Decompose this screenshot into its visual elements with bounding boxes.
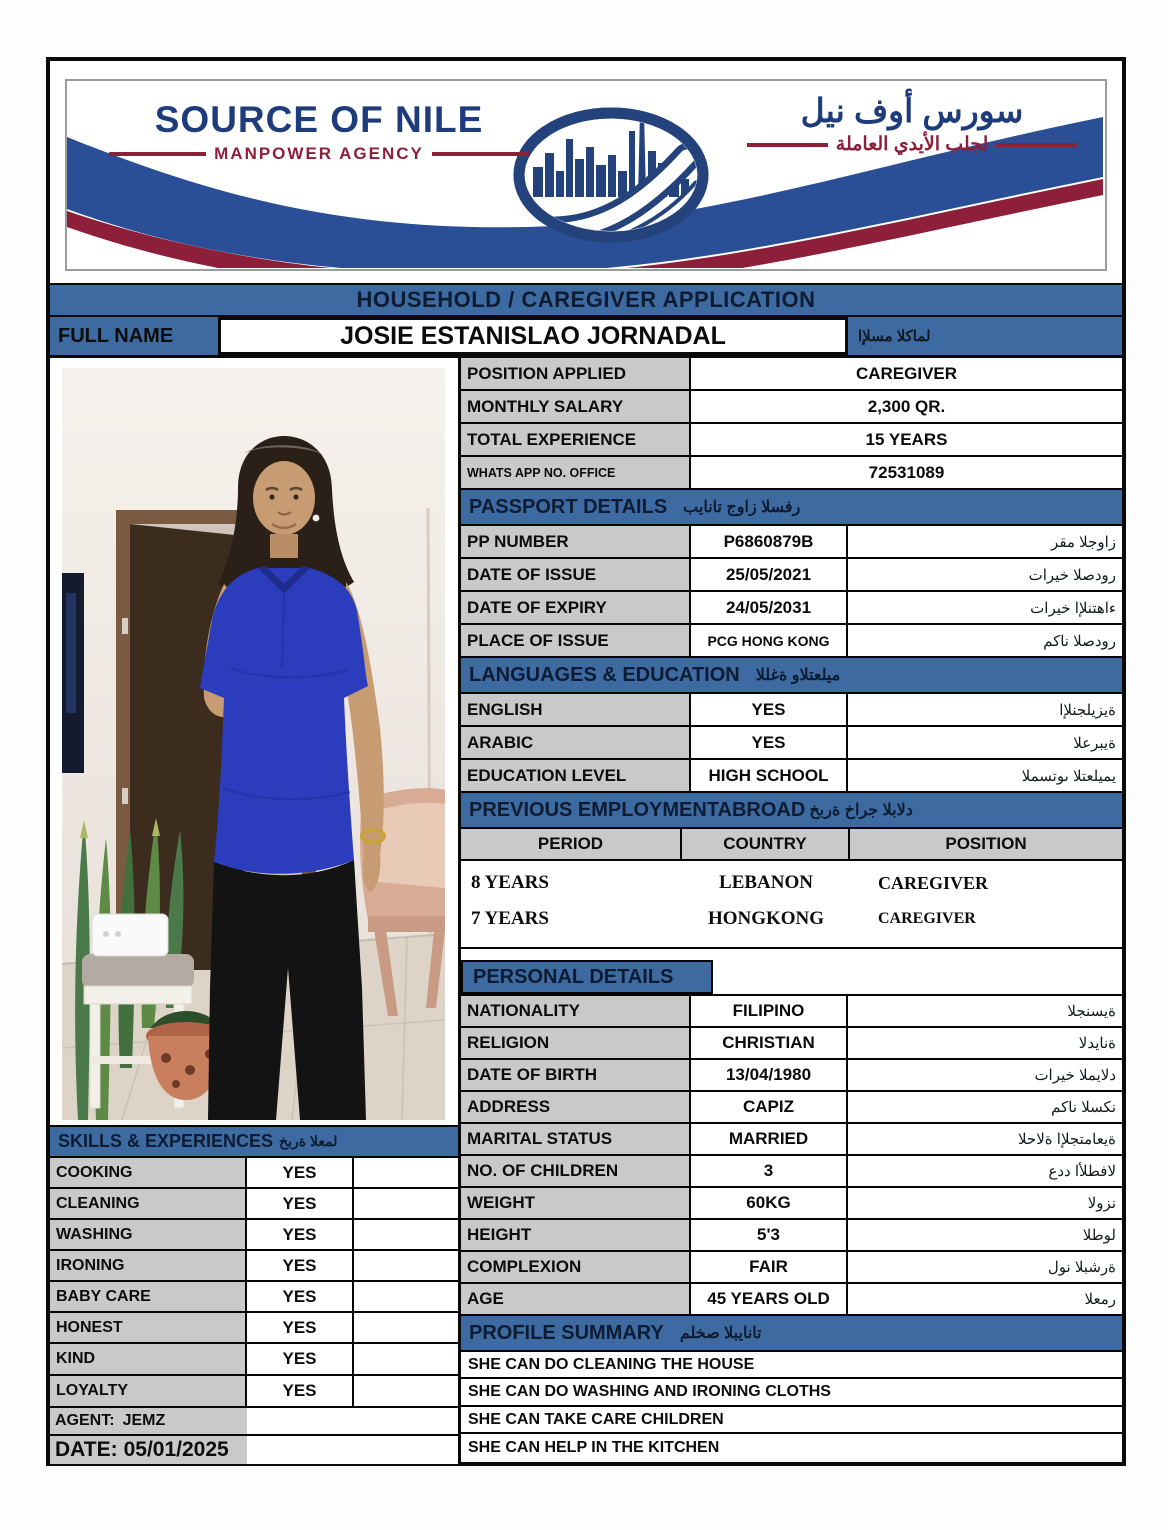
agent-row bbox=[50, 1408, 458, 1436]
honest-label: HONEST bbox=[50, 1313, 247, 1342]
brand-block-arabic bbox=[747, 91, 1077, 156]
table-row bbox=[461, 727, 1122, 760]
height-label: HEIGHT bbox=[461, 1220, 691, 1250]
education-level-label-arabic: يميلعتلا ىوتسملا bbox=[1021, 767, 1116, 785]
washing-value: YES bbox=[247, 1220, 354, 1249]
skill-row bbox=[50, 1313, 458, 1344]
employment-period: 7 YEARS bbox=[471, 908, 549, 929]
place-of-issue-label: PLACE OF ISSUE bbox=[461, 625, 691, 656]
kind-value: YES bbox=[247, 1344, 354, 1374]
nationality-label: NATIONALITY bbox=[461, 996, 691, 1026]
date-of-issue-value: 25/05/2021 bbox=[691, 559, 848, 590]
children-value: 3 bbox=[691, 1156, 848, 1186]
table-row bbox=[461, 1124, 1122, 1156]
table-row bbox=[461, 457, 1122, 490]
loyalty-value: YES bbox=[247, 1376, 354, 1406]
applicant-photo bbox=[62, 368, 445, 1120]
skill-row bbox=[50, 1189, 458, 1220]
religion-value: CHRISTIAN bbox=[691, 1028, 848, 1058]
summary-line: SHE CAN HELP IN THE KITCHEN bbox=[461, 1434, 1122, 1462]
summary-line: SHE CAN DO CLEANING THE HOUSE bbox=[461, 1352, 1122, 1379]
employment-position: CAREGIVER bbox=[878, 872, 989, 893]
empty-cell bbox=[247, 1436, 458, 1464]
empty-cell bbox=[354, 1313, 458, 1342]
agent-cell bbox=[50, 1408, 247, 1434]
tagline-ar-rule-left bbox=[747, 143, 828, 147]
children-label-arabic: لافطلأا ددع bbox=[1048, 1163, 1116, 1180]
honest-value: YES bbox=[247, 1313, 354, 1342]
date-of-birth-label-arabic: دلايملا خيرات bbox=[1034, 1067, 1116, 1084]
baby-care-label: BABY CARE bbox=[50, 1282, 247, 1311]
cooking-label: COOKING bbox=[50, 1158, 247, 1187]
application-form bbox=[46, 57, 1126, 1466]
table-row bbox=[461, 592, 1122, 625]
date-label: DATE: bbox=[55, 1438, 118, 1461]
marital-status-label: MARITAL STATUS bbox=[461, 1124, 691, 1154]
cooking-value: YES bbox=[247, 1158, 354, 1187]
full-name-label-arabic: لماكلا مسلإا bbox=[858, 328, 931, 345]
address-value: CAPIZ bbox=[691, 1092, 848, 1122]
arabic-label: ARABIC bbox=[461, 727, 691, 758]
full-name-value: JOSIE ESTANISLAO JORNADAL bbox=[218, 317, 848, 355]
place-of-issue-value: PCG HONG KONG bbox=[691, 625, 848, 656]
nationality-label-arabic: ةيسنجلا bbox=[1067, 1003, 1116, 1020]
marital-status-label-arabic: ةيعامتجلإا ةلاحلا bbox=[1017, 1131, 1116, 1148]
table-row bbox=[461, 694, 1122, 727]
table-row bbox=[461, 1252, 1122, 1284]
nationality-value: FILIPINO bbox=[691, 996, 848, 1026]
english-label-arabic: ةيزيلجنلإا bbox=[1059, 701, 1116, 719]
details-column bbox=[458, 358, 1122, 1462]
age-value: 45 YEARS OLD bbox=[691, 1284, 848, 1314]
monthly-salary-value: 2,300 QR. bbox=[867, 396, 946, 416]
age-label-arabic: رمعلا bbox=[1084, 1291, 1116, 1308]
education-level-label: EDUCATION LEVEL bbox=[461, 760, 691, 791]
employment-row bbox=[461, 865, 1122, 901]
skills-section-header: SKILLS & EXPERIENCES لمعلا ةربخ bbox=[50, 1125, 458, 1158]
pp-number-label: PP NUMBER bbox=[461, 526, 691, 557]
skill-row bbox=[50, 1251, 458, 1282]
table-row bbox=[461, 1284, 1122, 1316]
spacer bbox=[461, 949, 1122, 960]
english-value: YES bbox=[691, 694, 848, 725]
table-row bbox=[461, 391, 1122, 424]
date-of-birth-value: 13/04/1980 bbox=[691, 1060, 848, 1090]
agency-name-english: SOURCE OF NILE bbox=[154, 99, 484, 140]
employment-period: 8 YEARS bbox=[471, 872, 549, 893]
english-label: ENGLISH bbox=[461, 694, 691, 725]
height-value: 5'3 bbox=[691, 1220, 848, 1250]
skills-column bbox=[50, 1125, 458, 1462]
pp-number-label-arabic: زاوجلا مقر bbox=[1051, 533, 1116, 551]
employment-columns-header bbox=[461, 829, 1122, 861]
agent-label: AGENT: bbox=[55, 1412, 115, 1429]
baby-care-value: YES bbox=[247, 1282, 354, 1311]
date-row bbox=[50, 1436, 458, 1464]
table-row bbox=[461, 1220, 1122, 1252]
full-name-label: FULL NAME bbox=[58, 324, 174, 347]
monthly-salary-label: MONTHLY SALARY bbox=[461, 391, 691, 422]
date-of-expiry-label: DATE OF EXPIRY bbox=[461, 592, 691, 623]
employment-row bbox=[461, 901, 1122, 937]
marital-status-value: MARRIED bbox=[691, 1124, 848, 1154]
empty-cell bbox=[354, 1158, 458, 1187]
religion-label-arabic: ةنايدلا bbox=[1078, 1035, 1116, 1052]
empty-cell bbox=[247, 1408, 458, 1434]
address-label-arabic: نكسلا ناكم bbox=[1051, 1099, 1116, 1116]
weight-label: WEIGHT bbox=[461, 1188, 691, 1218]
agent-value: JEMZ bbox=[122, 1412, 166, 1429]
education-level-value: HIGH SCHOOL bbox=[691, 760, 848, 791]
skill-row bbox=[50, 1158, 458, 1189]
cleaning-label: CLEANING bbox=[50, 1189, 247, 1218]
empty-cell bbox=[354, 1376, 458, 1406]
position-applied-value: CAREGIVER bbox=[855, 363, 958, 383]
position-applied-label: POSITION APPLIED bbox=[461, 358, 691, 389]
complexion-label: COMPLEXION bbox=[461, 1252, 691, 1282]
date-of-issue-label: DATE OF ISSUE bbox=[461, 559, 691, 590]
cleaning-value: YES bbox=[247, 1189, 354, 1218]
photo-cell bbox=[50, 358, 458, 1125]
period-column-header: PERIOD bbox=[461, 829, 682, 859]
table-row bbox=[461, 1188, 1122, 1220]
languages-section-header: LANGUAGES & EDUCATION ميلعتلاو ةغللا bbox=[461, 658, 1122, 694]
table-row bbox=[461, 996, 1122, 1028]
full-name-row bbox=[50, 317, 1122, 358]
children-label: NO. OF CHILDREN bbox=[461, 1156, 691, 1186]
ironing-label: IRONING bbox=[50, 1251, 247, 1280]
date-cell bbox=[50, 1436, 247, 1464]
tagline-rule-right bbox=[432, 152, 529, 156]
agency-name-arabic: سورس أوف نيل bbox=[800, 92, 1024, 129]
date-of-expiry-value: 24/05/2031 bbox=[691, 592, 848, 623]
table-row bbox=[461, 760, 1122, 793]
skill-row bbox=[50, 1344, 458, 1376]
kind-label: KIND bbox=[50, 1344, 247, 1374]
country-column-header: COUNTRY bbox=[682, 829, 850, 859]
pp-number-value: P6860879B bbox=[691, 526, 848, 557]
passport-section-header: PASSPORT DETAILS رفسلا زاوج تانايب bbox=[461, 490, 1122, 526]
tagline-ar-rule-right bbox=[996, 143, 1077, 147]
skill-row bbox=[50, 1220, 458, 1251]
table-row bbox=[461, 358, 1122, 391]
address-label: ADDRESS bbox=[461, 1092, 691, 1122]
employment-section-header: PREVIOUS EMPLOYMENTABROAD دلابلا جراخ ةربخ bbox=[461, 793, 1122, 829]
table-row bbox=[461, 1092, 1122, 1124]
table-row bbox=[461, 526, 1122, 559]
table-row bbox=[461, 1156, 1122, 1188]
summary-line: SHE CAN DO WASHING AND IRONING CLOTHS bbox=[461, 1379, 1122, 1407]
empty-cell bbox=[354, 1220, 458, 1249]
age-label: AGE bbox=[461, 1284, 691, 1314]
employment-position: CAREGIVER bbox=[878, 910, 976, 927]
date-of-birth-label: DATE OF BIRTH bbox=[461, 1060, 691, 1090]
place-of-issue-label-arabic: رودصلا ناكم bbox=[1043, 632, 1116, 650]
arabic-label-arabic: ةيبرعلا bbox=[1073, 734, 1116, 752]
brand-block-english bbox=[109, 99, 529, 164]
empty-cell bbox=[354, 1189, 458, 1218]
whatsapp-label: WHATS APP NO. OFFICE bbox=[461, 457, 691, 488]
table-row bbox=[461, 1060, 1122, 1092]
personal-section-title: PERSONAL DETAILS bbox=[461, 960, 713, 994]
date-of-expiry-label-arabic: ءاهتنلإا خيرات bbox=[1030, 599, 1116, 617]
complexion-label-arabic: ةرشبلا نول bbox=[1047, 1259, 1116, 1276]
employment-table-body bbox=[461, 861, 1122, 949]
summary-line: SHE CAN TAKE CARE CHILDREN bbox=[461, 1407, 1122, 1434]
tagline-rule-left bbox=[109, 152, 206, 156]
empty-cell bbox=[354, 1344, 458, 1374]
agency-tagline-english: MANPOWER AGENCY bbox=[109, 144, 529, 164]
height-label-arabic: لوطلا bbox=[1082, 1227, 1116, 1244]
page-title: HOUSEHOLD / CAREGIVER APPLICATION bbox=[50, 283, 1122, 317]
personal-section-header bbox=[461, 960, 1122, 996]
agency-banner bbox=[65, 79, 1107, 271]
empty-cell bbox=[354, 1251, 458, 1280]
weight-value: 60KG bbox=[691, 1188, 848, 1218]
table-row bbox=[461, 625, 1122, 658]
empty-cell bbox=[354, 1282, 458, 1311]
employment-country: LEBANON bbox=[719, 872, 813, 893]
table-row bbox=[461, 424, 1122, 457]
skill-row bbox=[50, 1376, 458, 1408]
skill-row bbox=[50, 1282, 458, 1313]
ironing-value: YES bbox=[247, 1251, 354, 1280]
date-value: 05/01/2025 bbox=[123, 1438, 229, 1461]
total-experience-value: 15 YEARS bbox=[865, 429, 948, 449]
loyalty-label: LOYALTY bbox=[50, 1376, 247, 1406]
washing-label: WASHING bbox=[50, 1220, 247, 1249]
position-column-header: POSITION bbox=[850, 829, 1122, 859]
earring bbox=[313, 515, 320, 522]
table-row bbox=[461, 559, 1122, 592]
date-of-issue-label-arabic: رودصلا خيرات bbox=[1028, 566, 1116, 584]
complexion-value: FAIR bbox=[691, 1252, 848, 1282]
employment-country: HONGKONG bbox=[707, 908, 825, 929]
total-experience-label: TOTAL EXPERIENCE bbox=[461, 424, 691, 455]
religion-label: RELIGION bbox=[461, 1028, 691, 1058]
whatsapp-value: 72531089 bbox=[868, 462, 945, 482]
arabic-value: YES bbox=[691, 727, 848, 758]
table-row bbox=[461, 1028, 1122, 1060]
agency-tagline-arabic: لجلب الأيدي العاملة bbox=[747, 133, 1077, 156]
profile-summary-header: PROFILE SUMMARY تانايبلا صخلم bbox=[461, 1316, 1122, 1352]
weight-label-arabic: نزولا bbox=[1087, 1195, 1116, 1212]
